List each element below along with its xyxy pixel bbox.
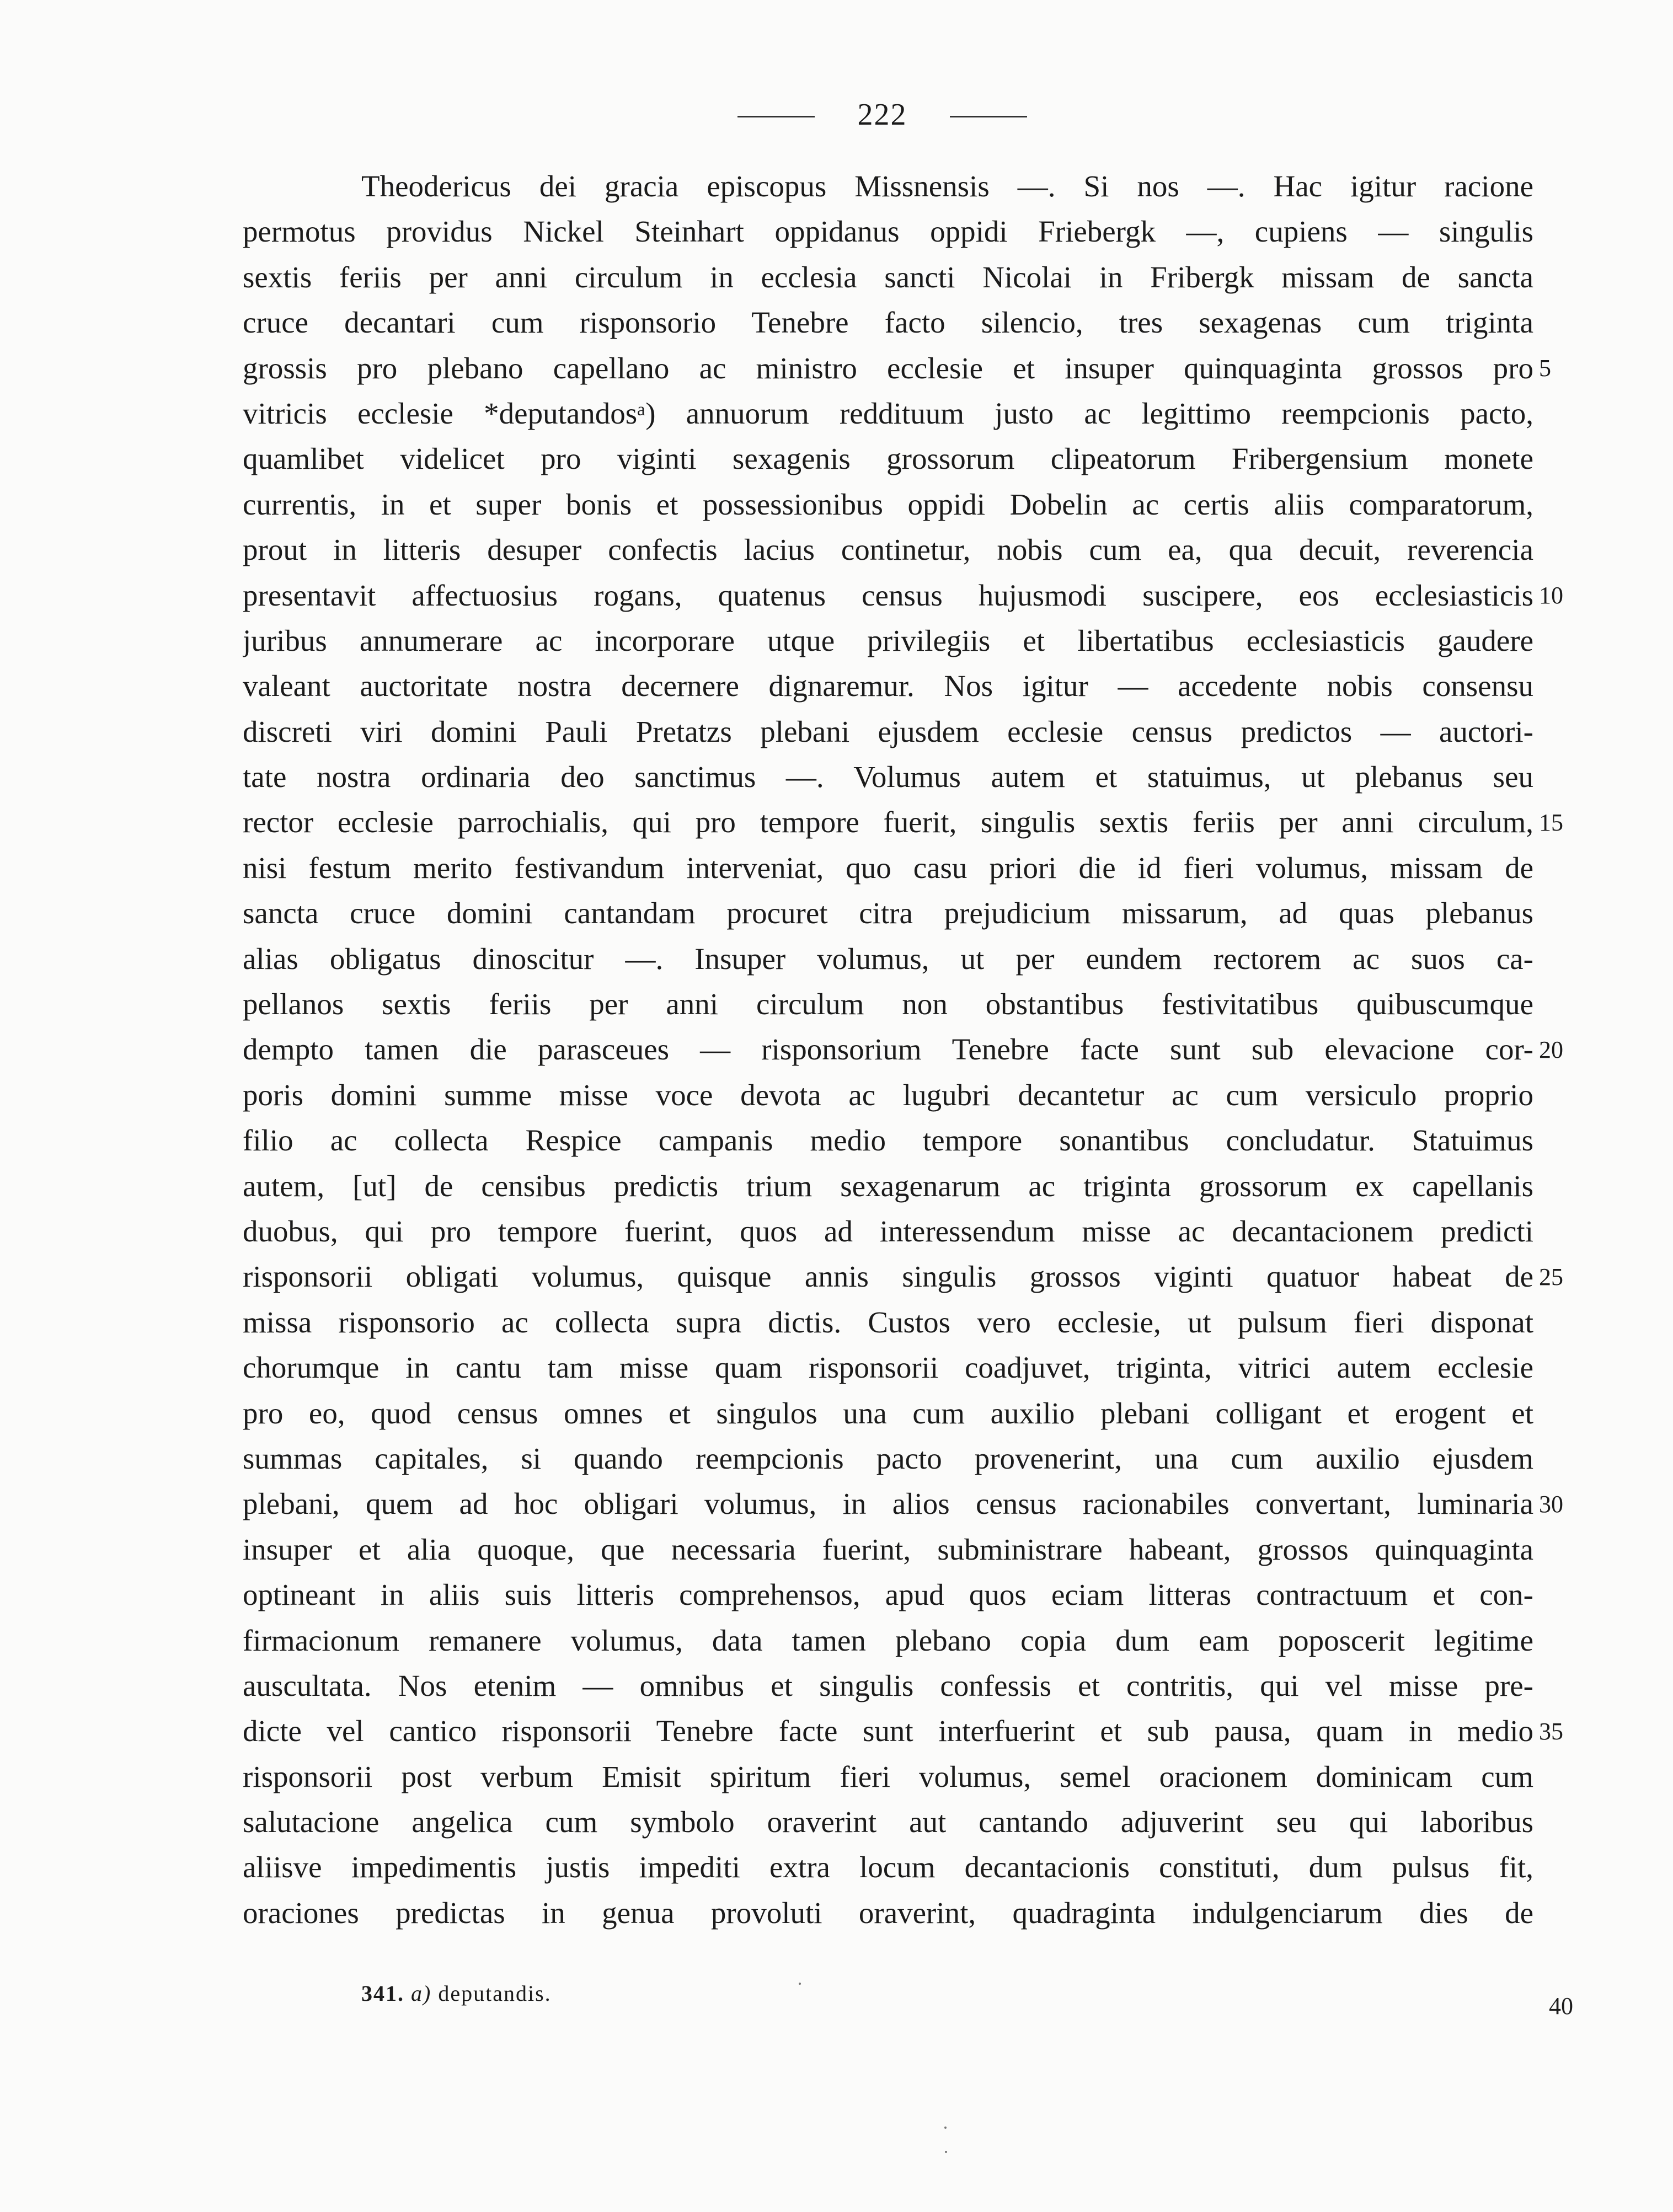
margin-line-number-bottom: 40 — [1549, 1993, 1573, 2020]
text-line — [243, 1845, 1533, 1890]
text-line-content: prout in litteris desuper confectis lacius continetur, nobis cum ea, qua decuit, reverencia — [243, 533, 1533, 567]
text-line-content: oraciones predictas in genua provoluti oraverint, quadraginta indulgenciarum dies de — [243, 1895, 1533, 1930]
text-line-content: valeant auctoritate nostra decernere dignaremur. Nos igitur — accedente nobis consensu — [243, 669, 1533, 703]
text-line — [243, 1345, 1533, 1390]
text-line — [243, 1572, 1533, 1618]
text-line-content: cruce decantari cum risponsorio Tenebre facto silencio, tres sexagenas cum triginta — [243, 306, 1533, 340]
text-line — [243, 663, 1533, 709]
scan-speck — [945, 2151, 947, 2153]
text-line — [243, 1391, 1533, 1436]
text-line — [243, 800, 1533, 845]
text-line — [243, 346, 1533, 391]
text-line — [243, 1618, 1533, 1663]
text-line-content: insuper et alia quoque, que necessaria fuerint, subministrare habeant, grossos quinquaginta — [243, 1532, 1533, 1566]
text-line — [243, 1027, 1533, 1072]
text-line — [243, 255, 1533, 300]
text-line — [243, 1073, 1533, 1118]
margin-line-number: 5 — [1539, 354, 1551, 382]
text-line-content: tate nostra ordinaria deo sanctimus —. Volumus autem et statuimus, ut plebanus seu — [243, 760, 1533, 794]
text-line — [243, 1481, 1533, 1527]
text-line — [243, 1300, 1533, 1345]
text-line-content: grossis pro plebano capellano ac ministro ecclesie et insuper quinquaginta grossos pro — [243, 351, 1533, 385]
text-line — [243, 209, 1533, 254]
text-line-content: risponsorii obligati volumus, quisque annis singulis grossos viginti quatuor habeat de — [243, 1260, 1533, 1294]
scan-speck — [799, 1983, 801, 1985]
text-line-content: firmacionum remanere volumus, data tamen plebano copia dum eam poposcerit legitime — [243, 1623, 1533, 1657]
text-line-content: sancta cruce domini cantandam procuret citra prejudicium missarum, ad quas plebanus — [243, 896, 1533, 930]
text-line — [243, 482, 1533, 527]
text-line-content: pellanos sextis feriis per anni circulum non obstantibus festivitatibus quibuscumque — [243, 987, 1533, 1021]
text-line — [243, 845, 1533, 891]
text-line — [243, 436, 1533, 481]
text-line — [243, 1254, 1533, 1299]
text-line-content: sextis feriis per anni circulum in ecclesia sancti Nicolai in Fribergk missam de sancta — [243, 260, 1533, 294]
scan-speck — [944, 2127, 947, 2129]
text-line — [243, 1209, 1533, 1254]
text-line-content: autem, [ut] de censibus predictis trium sexagenarum ac triginta grossorum ex capellanis — [243, 1169, 1533, 1203]
text-line — [243, 1164, 1533, 1209]
text-line-content: missa risponsorio ac collecta supra dictis. Custos vero ecclesie, ut pulsum fieri disponat — [243, 1305, 1533, 1339]
text-line — [243, 300, 1533, 345]
text-line-content: alias obligatus dinoscitur —. Insuper volumus, ut per eundem rectorem ac suos ca- — [243, 941, 1533, 976]
footnote-text: deputandis. — [438, 1981, 552, 2006]
text-line — [243, 1708, 1533, 1754]
text-line-content: permotus providus Nickel Steinhart oppidanus oppidi Friebergk —, cupiens — singulis — [243, 215, 1533, 249]
text-line — [243, 1754, 1533, 1799]
text-line-content: auscultata. Nos etenim — omnibus et singulis confessis et contritis, qui vel misse pre- — [243, 1668, 1533, 1702]
text-line-content: duobus, qui pro tempore fuerint, quos ad interessendum misse ac decantacionem predicti — [243, 1214, 1533, 1248]
text-line — [243, 891, 1533, 936]
text-line — [243, 1436, 1533, 1481]
margin-line-number: 10 — [1539, 581, 1563, 609]
body-text — [243, 164, 1533, 1936]
margin-line-number: 15 — [1539, 808, 1563, 836]
text-line-content: poris domini summe misse voce devota ac lugubri decantetur ac cum versiculo proprio — [243, 1078, 1533, 1112]
text-line — [243, 936, 1533, 982]
text-line — [243, 709, 1533, 754]
footnote — [361, 1977, 552, 2010]
margin-line-number: 30 — [1539, 1490, 1563, 1518]
text-line-content: currentis, in et super bonis et possessionibus oppidi Dobelin ac certis aliis comparatorum, — [243, 487, 1533, 521]
text-line-content: plebani, quem ad hoc obligari volumus, in alios census racionabiles convertant, luminaria — [243, 1487, 1533, 1521]
text-line-content: dempto tamen die parasceues — risponsorium Tenebre facte sunt sub elevacione cor- — [243, 1032, 1533, 1067]
text-line-content: nisi festum merito festivandum interveniat, quo casu priori die id fieri volumus, missam de — [243, 850, 1533, 885]
text-line-content: chorumque in cantu tam misse quam risponsorii coadjuvet, triginta, vitrici autem ecclesie — [243, 1351, 1533, 1385]
header-rule-left — [737, 116, 815, 117]
text-line — [243, 1799, 1533, 1845]
footnote-label: 341. — [361, 1981, 404, 2006]
text-line-content: dicte vel cantico risponsorii Tenebre facte sunt interfuerint et sub pausa, quam in medio — [243, 1714, 1533, 1748]
text-line — [243, 982, 1533, 1027]
text-line-content: juribus annumerare ac incorporare utque privilegiis et libertatibus ecclesiasticis gaudere — [243, 623, 1533, 657]
text-line-content: vitricis ecclesie *deputandosᵃ) annuorum reddituum justo ac legittimo reempcionis pacto, — [243, 396, 1533, 430]
margin-line-number: 20 — [1539, 1036, 1563, 1063]
page-number: 222 — [857, 98, 907, 132]
text-line — [243, 527, 1533, 572]
text-line-content: pro eo, quod census omnes et singulos una cum auxilio plebani colligant et erogent et — [243, 1396, 1533, 1430]
text-line-content: discreti viri domini Pauli Pretatzs plebani ejusdem ecclesie census predictos — auctori- — [243, 714, 1533, 748]
text-line — [243, 1527, 1533, 1572]
text-line — [243, 1890, 1533, 1936]
text-line-content: optineant in aliis suis litteris comprehensos, apud quos eciam litteras contractuum et con- — [243, 1578, 1533, 1612]
text-line — [243, 164, 1533, 209]
text-line-content: aliisve impedimentis justis impediti extra locum decantacionis constituti, dum pulsus fit, — [243, 1850, 1533, 1884]
text-line-content: presentavit affectuosius rogans, quatenus census hujusmodi suscipere, eos ecclesiasticis — [243, 578, 1533, 612]
page-header — [0, 93, 1673, 137]
text-line — [243, 618, 1533, 663]
text-line — [243, 573, 1533, 618]
text-line-content: summas capitales, si quando reempcionis pacto provenerint, una cum auxilio ejusdem — [243, 1441, 1533, 1475]
margin-line-number: 25 — [1539, 1263, 1563, 1290]
footnote-letter: a) — [411, 1981, 432, 2006]
text-line — [243, 1663, 1533, 1708]
header-rule-right — [950, 116, 1027, 117]
text-line-content: risponsorii post verbum Emisit spiritum fieri volumus, semel oracionem dominicam cum — [243, 1759, 1533, 1793]
text-line-content: rector ecclesie parrochialis, qui pro tempore fuerit, singulis sextis feriis per anni circulum, — [243, 805, 1533, 839]
text-line-content: quamlibet videlicet pro viginti sexagenis grossorum clipeatorum Fribergensium monete — [243, 442, 1533, 476]
text-line-content: filio ac collecta Respice campanis medio tempore sonantibus concludatur. Statuimus — [243, 1123, 1533, 1158]
text-line — [243, 754, 1533, 800]
margin-line-number: 35 — [1539, 1717, 1563, 1745]
text-line-content: salutacione angelica cum symbolo oraverint aut cantando adjuverint seu qui laboribus — [243, 1805, 1533, 1839]
text-line — [243, 1118, 1533, 1163]
text-line-content: Theodericus dei gracia episcopus Missnensis —. Si nos —. Hac igitur racione — [361, 169, 1533, 203]
text-line — [243, 391, 1533, 436]
